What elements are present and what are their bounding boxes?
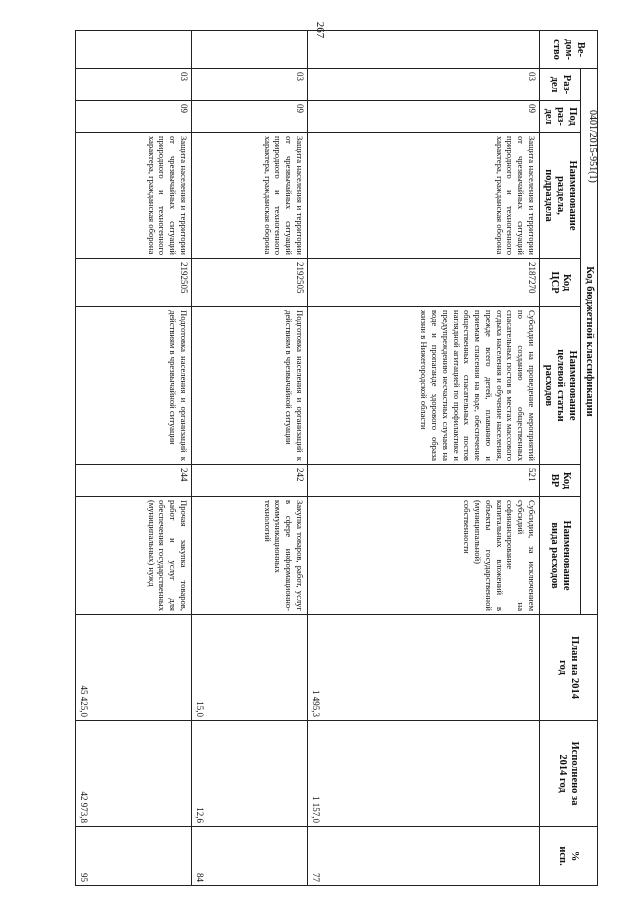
cell-vr: 242 [191, 465, 307, 497]
cell-csr-name: Подготовка населения и организаций к действиям в чрезвычайной ситуации [191, 307, 307, 465]
document-code: 0401/2015-951(1) [587, 110, 598, 183]
header-done: Исполнено за 2014 год [539, 721, 597, 827]
header-razdel: Раз- дел [539, 69, 580, 101]
cell-vr: 521 [307, 465, 539, 497]
cell-vr: 244 [75, 465, 191, 497]
budget-table [75, 30, 598, 886]
table-row [75, 31, 191, 886]
cell-pct: 95 [75, 827, 191, 886]
cell-plan: 1 495,3 [307, 615, 539, 721]
header-razdel-name: Наименование раздела, подраздела [539, 133, 580, 259]
cell-podrazdel: 09 [307, 101, 539, 133]
cell-vr-name: Субсидии, за исключением субсидий на софинансирование капитальных вложений в объекты государственной (муниципальной) собственности [307, 497, 539, 615]
cell-pct: 84 [191, 827, 307, 886]
cell-plan: 15,0 [191, 615, 307, 721]
cell-razdel: 03 [307, 69, 539, 101]
header-vr-name: Наименование вида расходов [539, 497, 580, 615]
cell-podrazdel: 09 [75, 101, 191, 133]
cell-csr: 2187270 [307, 259, 539, 307]
cell-razdel-name: Защита населения и территории от чрезвычайных ситуаций природного и техногенного характера, гражданская оборона [75, 133, 191, 259]
cell-done: 42 973,8 [75, 721, 191, 827]
cell-vedomstvo [191, 31, 307, 69]
header-csr: Код ЦСР [539, 259, 580, 307]
rotated-page [59, 30, 598, 885]
cell-razdel-name: Защита населения и территории от чрезвычайных ситуаций природного и техногенного характера, гражданская оборона [191, 133, 307, 259]
cell-csr: 2192505 [191, 259, 307, 307]
header-vedomstvo: Ве- дом- ство [539, 31, 597, 69]
header-group: Код бюджетной классификации [580, 69, 597, 615]
cell-csr-name: Подготовка населения и организаций к действиям в чрезвычайной ситуации [75, 307, 191, 465]
header-plan: План на 2014 год [539, 615, 597, 721]
cell-plan: 45 425,0 [75, 615, 191, 721]
page-number: 267 [314, 21, 326, 39]
header-vr: Код ВР [539, 465, 580, 497]
cell-vedomstvo [75, 31, 191, 69]
cell-vr-name: Закупка товаров, работ, услуг в сфере информационно-коммуникационных технологий [191, 497, 307, 615]
table-row [191, 31, 307, 886]
cell-razdel-name: Защита населения и территории от чрезвычайных ситуаций природного и техногенного характера, гражданская оборона [307, 133, 539, 259]
header-podrazdel: Под раз- дел [539, 101, 580, 133]
cell-pct: 77 [307, 827, 539, 886]
cell-done: 12,6 [191, 721, 307, 827]
cell-vedomstvo [307, 31, 539, 69]
cell-csr: 2192505 [75, 259, 191, 307]
table-row [307, 31, 539, 886]
cell-razdel: 03 [75, 69, 191, 101]
cell-done: 1 157,0 [307, 721, 539, 827]
cell-csr-name: Субсидии на проведение мероприятий по созданию общественных спасательных постов в местах массового отдыха населения и обучение населения, прежде всего детей, плаванию и приемам спасения на воде, обеспечение общественных спасательных постов наглядной агитацией по профилактике и предупреждению несчастных случаев на воде и пропаганде здорового образа жизни в Нижегородской области [307, 307, 539, 465]
cell-podrazdel: 09 [191, 101, 307, 133]
header-csr-name: Наименование целевой статьи расходов [539, 307, 580, 465]
cell-vr-name: Прочая закупка товаров, работ и услуг для обеспечения государственных (муниципальных) нужд [75, 497, 191, 615]
header-pct: % исп. [539, 827, 597, 886]
cell-razdel: 03 [191, 69, 307, 101]
